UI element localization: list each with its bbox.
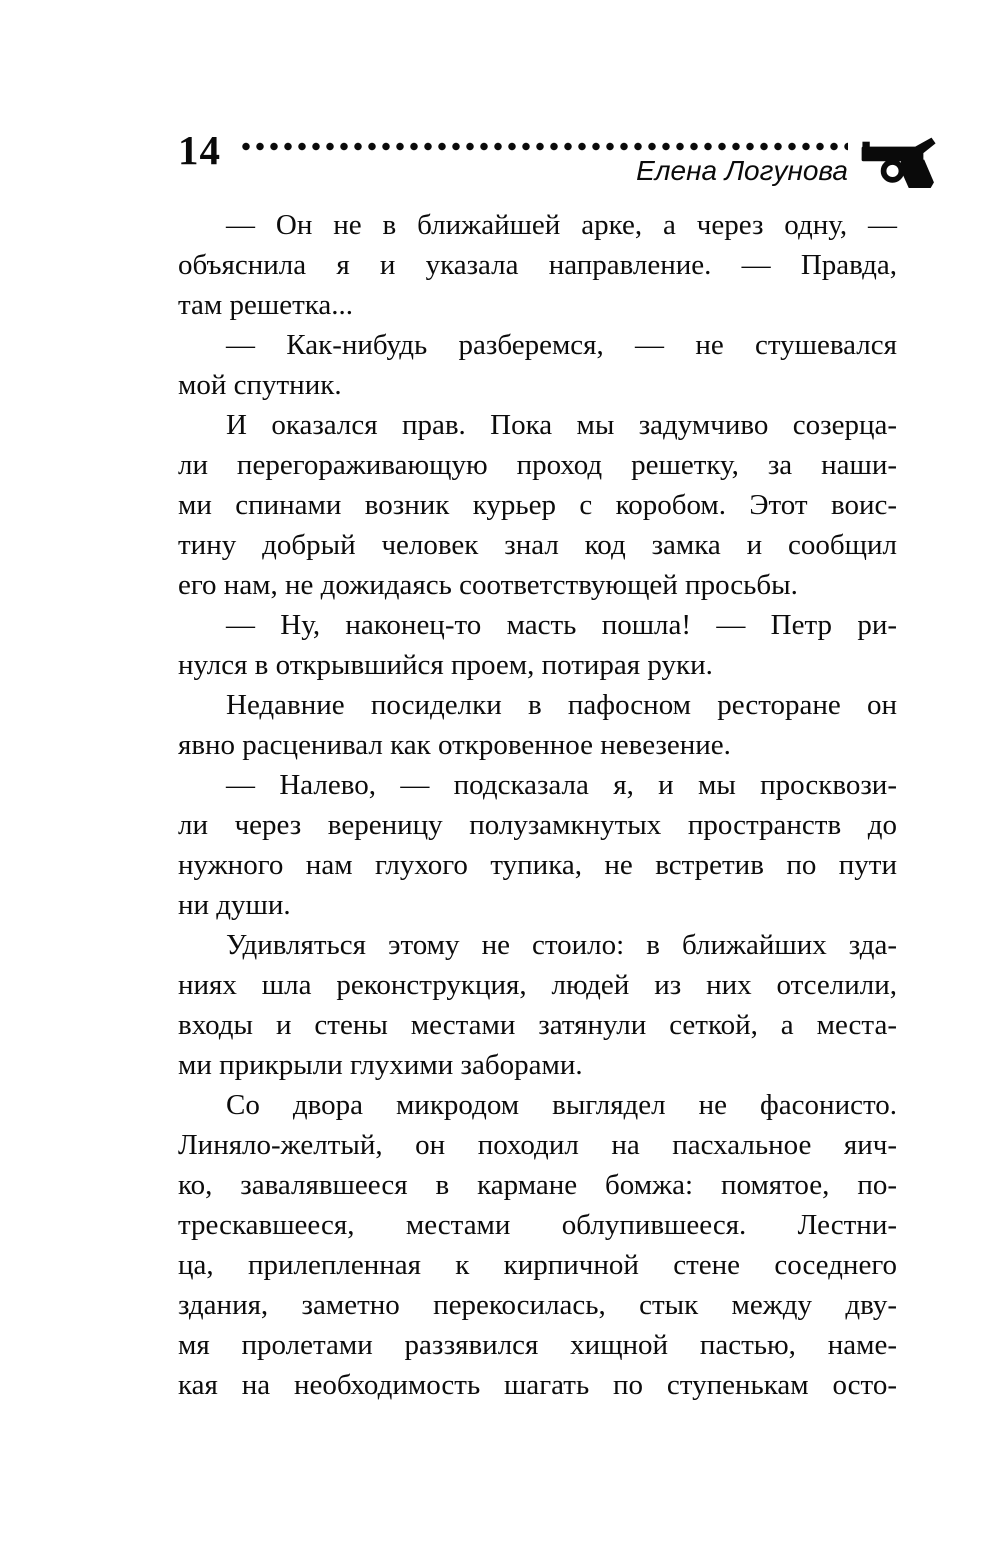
text-line: ми прикрыли глухими заборами.: [178, 1049, 583, 1081]
dotted-rule: [242, 142, 848, 151]
text-line: его нам, не дожидаясь соответствующей просьбы.: [178, 569, 798, 601]
text-line: И оказался прав. Пока мы задумчиво созерца-: [226, 409, 897, 441]
text-line: входы и стены местами затянули сеткой, а места-: [178, 1009, 897, 1041]
text-line: нужного нам глухого тупика, не встретив по пути: [178, 849, 897, 881]
page-number: 14: [178, 127, 221, 173]
paragraph: [178, 405, 897, 605]
text-line: ца, прилепленная к кирпичной стене соседнего: [178, 1249, 897, 1281]
text-line: кая на необходимость шагать по ступенькам осто-: [178, 1369, 897, 1401]
text-line: ми спинами возник курьер с коробом. Этот воис-: [178, 489, 897, 521]
text-line: тину добрый человек знал код замка и сообщил: [178, 529, 897, 561]
gun-icon: [860, 134, 938, 190]
page-text: [178, 205, 897, 1405]
paragraph: [178, 765, 897, 925]
paragraph: [178, 605, 897, 685]
text-line: ни души.: [178, 889, 291, 921]
paragraph: [178, 925, 897, 1085]
text-line: мя пролетами раззявился хищной пастью, наме-: [178, 1329, 897, 1361]
text-line: объяснила я и указала направление. — Правда,: [178, 249, 897, 281]
text-line: — Он не в ближайшей арке, а через одну, —: [226, 209, 897, 241]
text-line: Линяло-желтый, он походил на пасхальное яич-: [178, 1129, 897, 1161]
text-line: ко, завалявшееся в кармане бомжа: помятое, по-: [178, 1169, 897, 1201]
text-line: Удивляться этому не стоило: в ближайших зда-: [226, 929, 897, 961]
paragraph: [178, 1085, 897, 1405]
text-line: здания, заметно перекосилась, стык между дву-: [178, 1289, 897, 1321]
author-name: Елена Логунова: [636, 155, 848, 186]
text-line: там решетка...: [178, 289, 354, 321]
text-line: ниях шла реконструкция, людей из них отселили,: [178, 969, 897, 1001]
text-line: нулся в открывшийся проем, потирая руки.: [178, 649, 713, 681]
text-line: Недавние посиделки в пафосном ресторане он: [226, 689, 897, 721]
text-line: мой спутник.: [178, 369, 342, 401]
paragraph: [178, 325, 897, 405]
text-line: ли перегораживающую проход решетку, за наши-: [178, 449, 897, 481]
text-line: трескавшееся, местами облупившееся. Лестни-: [178, 1209, 897, 1241]
paragraph: [178, 205, 897, 325]
text-line: — Ну, наконец-то масть пошла! — Петр ри-: [226, 609, 897, 641]
text-line: явно расценивал как откровенное невезение.: [178, 729, 731, 761]
text-line: — Налево, — подсказала я, и мы просквози-: [226, 769, 897, 801]
text-line: Со двора микродом выглядел не фасонисто.: [226, 1089, 897, 1121]
text-line: ли через вереницу полузамкнутых пространств до: [178, 809, 897, 841]
paragraph: [178, 685, 897, 765]
page-header: [178, 128, 938, 202]
text-line: — Как-нибудь разберемся, — не стушевался: [226, 329, 897, 361]
